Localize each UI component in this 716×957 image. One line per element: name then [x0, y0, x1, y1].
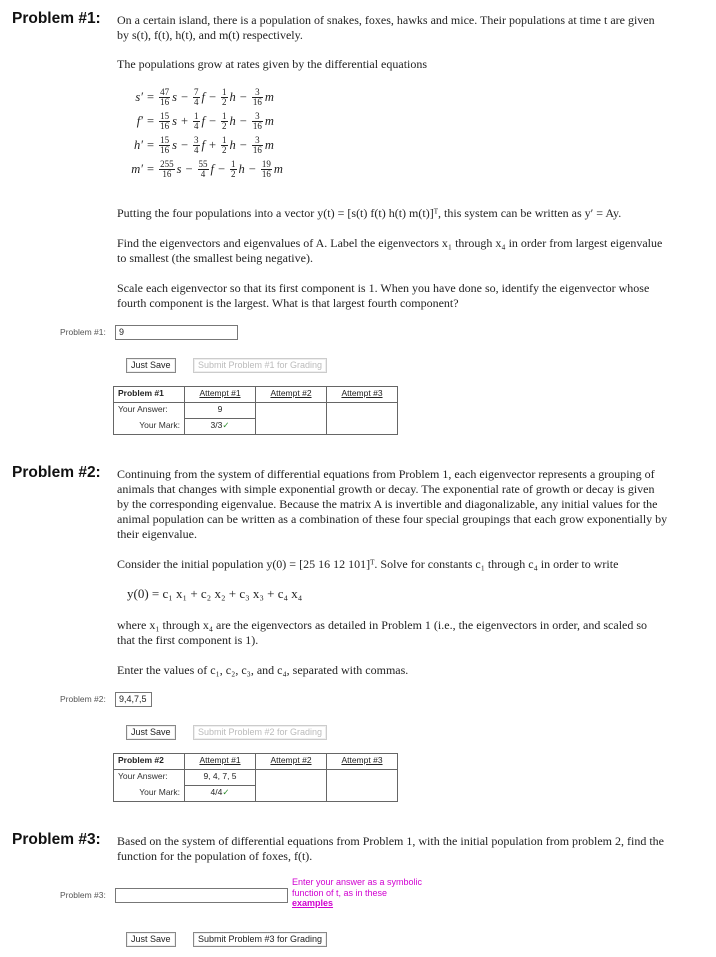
fraction-numerator: 3: [252, 112, 263, 122]
attempt-2-cell: [256, 770, 327, 802]
attempt-1-mark: [185, 786, 256, 802]
equation-variable: m: [264, 138, 274, 152]
equation-variable: m: [264, 90, 274, 104]
equation-variable: h: [229, 90, 236, 104]
equation-variable: s: [172, 138, 177, 152]
equation-row: [117, 88, 274, 108]
fraction-denominator: 16: [252, 145, 262, 155]
problem-1-intro: [117, 13, 707, 43]
equation-variable: s: [172, 90, 177, 104]
fraction: [198, 160, 209, 179]
equation-operator: −: [239, 138, 247, 152]
fraction: [193, 112, 200, 131]
equation-operator: −: [185, 162, 193, 176]
problem-2-answer-label: Problem #2:: [60, 694, 106, 704]
fraction-denominator: 4: [194, 97, 199, 107]
attempt-1-mark: [185, 419, 256, 435]
problem-1-find-line1: Find the eigenvectors and eigenvalues of A. Label the eigenvectors x₁ through x₄ in order from largest eigenvalue: [117, 236, 663, 250]
fraction: [159, 88, 170, 107]
problem-1-find-line2: to smallest (the smallest being negative).: [117, 251, 313, 265]
attempt-1-answer: 9, 4, 7, 5: [185, 770, 256, 786]
table-header: Problem #1: [114, 387, 185, 403]
equation-operator: −: [248, 162, 256, 176]
problem-1-scale-text: [117, 281, 707, 311]
equation-operator: −: [180, 90, 188, 104]
problem-1-vector-text: Putting the four populations into a vector y(t) = [s(t) f(t) h(t) m(t)]ᵀ, this system can be written as y′ = Ay.: [117, 206, 622, 220]
problem-1-answer-label: Problem #1:: [60, 327, 106, 337]
hint-line1: Enter your answer as a symbolic: [292, 877, 423, 887]
equation-operator: −: [180, 138, 188, 152]
fraction-denominator: 16: [252, 97, 262, 107]
attempt-1-mark-value: 3/3: [210, 420, 223, 430]
equation-lhs: h′: [134, 138, 143, 152]
equation-operator: −: [208, 114, 217, 128]
problem-2-just-save-button[interactable]: Just Save: [126, 725, 176, 740]
problem-2-enter-text: Enter the values of c₁, c₂, c₃, and c₄, separated with commas.: [117, 663, 409, 677]
attempt-3-link[interactable]: Attempt #3: [341, 755, 383, 765]
fraction-numerator: 3: [252, 136, 263, 146]
equation-variable: f: [201, 114, 205, 128]
fraction-numerator: 3: [194, 135, 199, 145]
fraction: [193, 88, 200, 107]
problem-2-line-1: Continuing from the system of differential equations from Problem 1, each eigenvector represents a grouping of: [117, 467, 655, 481]
problem-2-line-4: animal population can be written as a combination of these four special groupings that each grow exponentially by: [117, 512, 668, 526]
equation-operator: −: [217, 162, 226, 176]
fraction-denominator: 16: [162, 169, 172, 179]
problem-3-line1: Based on the system of differential equations from Problem 1, with the initial population from problem 2, find the: [117, 834, 665, 848]
fraction: [159, 136, 170, 155]
your-mark-label: Your Mark:: [114, 419, 185, 435]
equation-operator: =: [147, 138, 155, 152]
fraction-denominator: 2: [231, 169, 236, 179]
fraction-numerator: 47: [160, 87, 170, 97]
equation-operator: −: [239, 90, 247, 104]
attempt-1-answer: 9: [185, 403, 256, 419]
problem-2-where-line2: that the first component is 1).: [117, 633, 259, 647]
fraction-numerator: 3: [252, 88, 263, 98]
fraction: [252, 88, 263, 107]
problem-2-where-line1: where x₁ through x₄ are the eigenvectors as detailed in Problem 1 (i.e., the eigenvectors in order, and scaled so: [117, 618, 648, 632]
problem-3-line2: function for the population of foxes, f(t).: [117, 849, 313, 863]
problem-3-hint: [292, 877, 422, 909]
fraction-denominator: 16: [261, 169, 271, 179]
attempt-3-cell: [327, 403, 398, 435]
equation-variable: f: [201, 90, 205, 104]
problem-2-answer-input[interactable]: 9,4,7,5: [115, 692, 152, 707]
problem-3-title: Problem #3:: [12, 831, 101, 848]
fraction-denominator: 16: [160, 121, 170, 131]
attempt-1-mark-value: 4/4: [210, 787, 223, 797]
problem-2-submit-button: Submit Problem #2 for Grading: [193, 725, 327, 740]
attempt-1-link[interactable]: Attempt #1: [199, 388, 241, 398]
fraction: [221, 112, 228, 131]
equation-lhs: m′: [131, 162, 143, 176]
fraction-denominator: 4: [194, 145, 199, 155]
fraction-denominator: 16: [160, 97, 170, 107]
attempt-3-cell: [327, 770, 398, 802]
problem-2-line-5: their eigenvalue.: [117, 527, 197, 541]
equation-lhs: f′: [136, 114, 143, 128]
fraction-denominator: 2: [222, 97, 227, 107]
problem-2-attempts-table: [113, 753, 398, 802]
your-answer-label: Your Answer:: [114, 403, 185, 419]
fraction-numerator: 7: [194, 87, 199, 97]
fraction-numerator: 19: [261, 159, 271, 169]
fraction-numerator: 15: [160, 135, 170, 145]
problem-3-just-save-button[interactable]: Just Save: [126, 932, 176, 947]
attempt-2-link[interactable]: Attempt #2: [270, 388, 312, 398]
problem-1-title: Problem #1:: [12, 10, 101, 27]
fraction-denominator: 16: [160, 145, 170, 155]
problem-3-answer-input[interactable]: [115, 888, 288, 903]
equation-variable: h: [229, 114, 236, 128]
problem-3-answer-label: Problem #3:: [60, 890, 106, 900]
problem-2-title: Problem #2:: [12, 464, 101, 481]
problem-1-intro-line2: by s(t), f(t), h(t), and m(t) respectively.: [117, 28, 303, 42]
attempt-2-cell: [256, 403, 327, 435]
equation-operator: −: [239, 114, 247, 128]
your-mark-label: Your Mark:: [114, 786, 185, 802]
problem-1-answer-input[interactable]: 9: [115, 325, 238, 340]
fraction-denominator: 4: [200, 169, 206, 179]
fraction-denominator: 2: [222, 121, 227, 131]
equation-row: [117, 112, 274, 132]
fraction-numerator: 1: [222, 135, 227, 145]
equation-operator: +: [208, 138, 217, 152]
equation-variable: h: [229, 138, 236, 152]
equation-lhs: s′: [135, 90, 143, 104]
fraction-numerator: 55: [198, 159, 208, 169]
problem-3-text: [117, 834, 707, 864]
fraction-numerator: 255: [160, 159, 174, 169]
equation-variable: f: [201, 138, 205, 152]
fraction: [252, 112, 263, 131]
problem-2-combination-equation: y(0) = c₁ x₁ + c₂ x₂ + c₃ x₃ + c₄ x₄: [127, 586, 303, 601]
problem-2-initial-text: Consider the initial population y(0) = [25 16 12 101]ᵀ. Solve for constants c₁ through c₄ in order to write: [117, 557, 619, 571]
equation-variable: m: [264, 114, 274, 128]
fraction-denominator: 2: [222, 145, 227, 155]
problem-1-find-text: [117, 236, 707, 266]
problem-1-attempts-table: [113, 386, 398, 435]
problem-1-scale-line1: Scale each eigenvector so that its first component is 1. When you have done so, identify the eigenvector whose: [117, 281, 650, 295]
fraction-denominator: 16: [252, 121, 262, 131]
fraction: [221, 88, 228, 107]
problem-1-intro-line1: On a certain island, there is a population of snakes, foxes, hawks and mice. Their populations at time t are given: [117, 13, 655, 27]
problem-2-line-3: by the corresponding eigenvalue. Because the matrix A is invertible and diagonalizable, any initial values for the: [117, 497, 658, 511]
attempt-2-link[interactable]: Attempt #2: [270, 755, 312, 765]
problem-2-where-text: [117, 618, 707, 648]
equation-operator: =: [147, 90, 155, 104]
problem-3-submit-button[interactable]: Submit Problem #3 for Grading: [193, 932, 327, 947]
check-icon: ✓: [222, 787, 230, 797]
problem-1-scale-line2: fourth component is the largest. What is that largest fourth component?: [117, 296, 459, 310]
hint-line2: function of t, as in these: [292, 887, 388, 898]
fraction: [159, 112, 170, 131]
table-header: Problem #2: [114, 754, 185, 770]
attempt-3-link[interactable]: Attempt #3: [341, 388, 383, 398]
check-icon: ✓: [222, 420, 230, 430]
problem-2-text: [117, 467, 707, 542]
fraction-numerator: 15: [160, 111, 170, 121]
equation-variable: f: [210, 162, 214, 176]
fraction: [193, 136, 200, 155]
fraction-numerator: 1: [222, 111, 227, 121]
fraction: [230, 160, 237, 179]
equation-variable: s: [172, 114, 177, 128]
fraction: [252, 136, 263, 155]
equation-variable: s: [176, 162, 182, 176]
fraction-numerator: 1: [222, 87, 227, 97]
problem-1-rates-text: The populations grow at rates given by the differential equations: [117, 57, 428, 71]
examples-link[interactable]: examples: [292, 898, 334, 908]
fraction: [159, 160, 175, 179]
equation-operator: −: [208, 90, 217, 104]
fraction: [221, 136, 228, 155]
equation-variable: h: [238, 162, 245, 176]
problem-2-line-2: animals that changes with simple exponential growth or decay. The exponential rate of growth or decay is given: [117, 482, 655, 496]
equation-operator: =: [147, 162, 155, 176]
fraction: [261, 160, 272, 179]
your-answer-label: Your Answer:: [114, 770, 185, 786]
equation-row: [117, 136, 274, 156]
fraction-numerator: 1: [231, 159, 236, 169]
fraction-numerator: 1: [194, 111, 199, 121]
equation-operator: =: [147, 114, 155, 128]
fraction-denominator: 4: [194, 121, 199, 131]
attempt-1-link[interactable]: Attempt #1: [199, 755, 241, 765]
equation-row: [117, 160, 283, 180]
equation-operator: +: [180, 114, 188, 128]
problem-1-just-save-button[interactable]: Just Save: [126, 358, 176, 373]
problem-1-submit-button: Submit Problem #1 for Grading: [193, 358, 327, 373]
equation-variable: m: [273, 162, 283, 176]
